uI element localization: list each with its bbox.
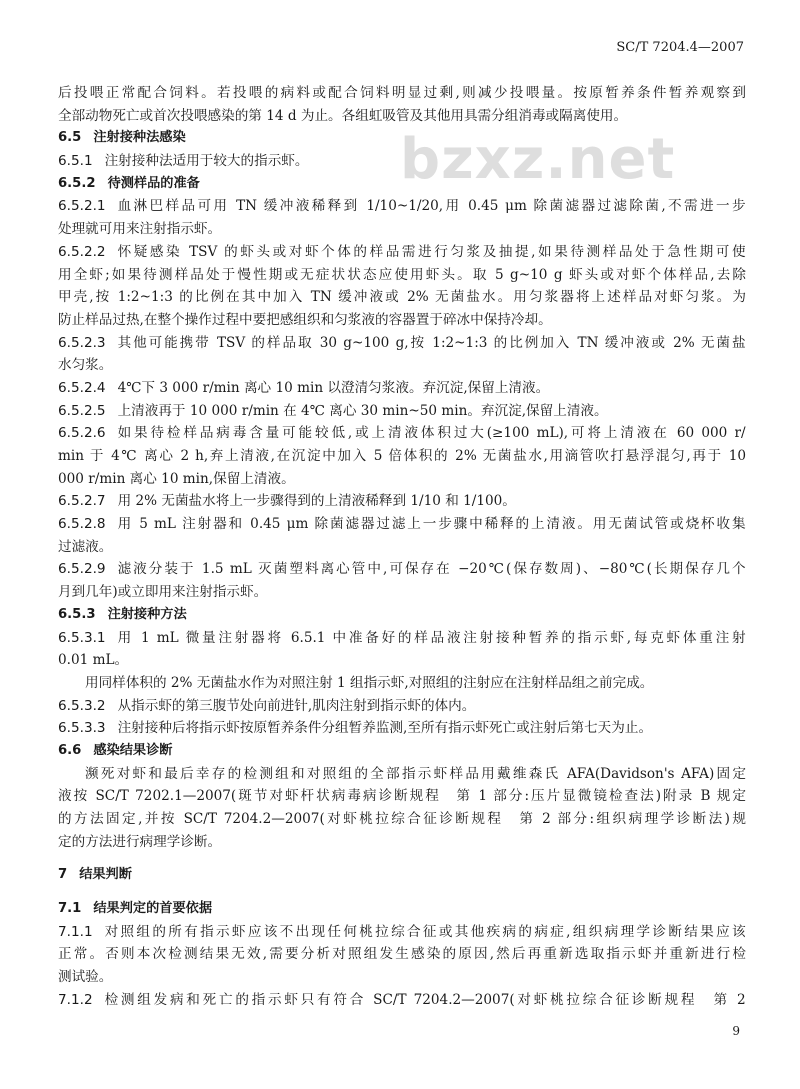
line-text: 其他可能携带 TSV 的样品取 30 g~100 g,按 1:2~1:3 的比例加入 TN 缓冲液或 2% 无菌盐: [117, 334, 746, 351]
text-line: [58, 105, 746, 128]
line-text: 处理就可用来注射指示虾。: [58, 221, 222, 238]
line-text: 用全虾;如果待测样品处于慢性期或无症状状态应使用虾头。取 5 g~10 g 虾头或对虾个体样品,去除: [58, 266, 746, 283]
line-text: 用 5 mL 注射器和 0.45 μm 除菌滤器过滤上一步骤中稀释的上清液。用无菌试管或烧杯收集: [117, 516, 746, 533]
text-line: [58, 989, 746, 1012]
section-heading: [58, 740, 746, 763]
line-text: 用 1 mL 微量注射器将 6.5.1 中准备好的样品液注射接种暂养的指示虾,每克虾体重注射: [117, 629, 746, 646]
clause-number: 7.1: [58, 901, 82, 917]
text-line: [58, 672, 746, 695]
text-line: [58, 377, 746, 400]
clause-number: 6.5.1: [58, 153, 93, 170]
text-line: [58, 309, 746, 332]
text-line: [58, 354, 746, 377]
line-text: 注射接种法适用于较大的指示虾。: [104, 153, 309, 170]
text-line: [58, 717, 746, 740]
line-text: 水匀浆。: [58, 357, 113, 374]
text-line: [58, 943, 746, 966]
line-text: 月到几年)或立即用来注射指示虾。: [58, 584, 268, 601]
text-line: [58, 513, 746, 536]
line-text: 用 2% 无菌盐水将上一步骤得到的上清液稀释到 1/10 和 1/100。: [117, 493, 516, 510]
line-text: 液按 SC/T 7202.1—2007(斑节对虾杆状病毒病诊断规程 第 1 部分:压片显微镜检查法)附录 B 规定: [58, 788, 746, 805]
line-text: 4℃下 3 000 r/min 离心 10 min 以澄清匀浆液。弃沉淀,保留上清液。: [117, 379, 550, 396]
line-text: 对照组的所有指示虾应该不出现任何桃拉综合征或其他疾病的病症,组织病理学诊断结果应该: [104, 923, 746, 940]
clause-number: 6.5.2: [58, 175, 96, 191]
text-line: [58, 649, 746, 672]
text-line: [58, 264, 746, 287]
clause-number: 6.5.2.4: [58, 379, 106, 396]
clause-number: 6.5.3.3: [58, 720, 106, 737]
line-text: 甲壳,按 1:2~1:3 的比例在其中加入 TN 缓冲液或 2% 无菌盐水。用匀浆器将上述样品对虾匀浆。为: [58, 289, 746, 306]
text-line: [58, 763, 746, 786]
line-text: 待测样品的准备: [107, 175, 200, 191]
text-line: [58, 808, 746, 831]
text-line: [58, 82, 746, 105]
line-text: 上清液再于 10 000 r/min 在 4℃ 离心 30 min~50 min。弃沉淀,保留上清液。: [117, 402, 608, 419]
section-heading: [58, 864, 746, 887]
line-text: 怀疑感染 TSV 的虾头或对虾个体的样品需进行匀浆及抽提,如果待测样品处于急性期可使: [117, 243, 746, 260]
text-line: [58, 195, 746, 218]
text-line: [58, 627, 746, 650]
text-line: [58, 445, 746, 468]
text-line: [58, 695, 746, 718]
page-number: 9: [732, 1024, 740, 1038]
line-text: 滤液分装于 1.5 mL 灭菌塑料离心管中,可保存在 −20℃(保存数周)、−80℃(长期保存几个: [117, 561, 746, 578]
line-text: 的方法固定,并按 SC/T 7204.2—2007(对虾桃拉综合征诊断规程 第 2 部分:组织病理学诊断法)规: [58, 811, 746, 827]
line-text: 注射接种法感染: [93, 130, 186, 146]
clause-number: 6.6: [58, 742, 82, 758]
clause-number: 6.5.3: [58, 606, 96, 622]
clause-number: 6.5.2.3: [58, 334, 106, 351]
document-body: [58, 82, 746, 1012]
clause-number: 6.5.3.2: [58, 697, 106, 714]
line-text: 正常。否则本次检测结果无效,需要分析对照组发生感染的原因,然后再重新选取指示虾并重新进行检: [58, 946, 746, 963]
line-text: 000 r/min 离心 10 min,保留上清液。: [58, 470, 295, 487]
text-line: [58, 422, 746, 445]
line-text: 后投喂正常配合饲料。若投喂的病料或配合饲料明显过剩,则减少投喂量。按原暂养条件暂养观察到: [58, 85, 746, 101]
text-line: [58, 785, 746, 808]
clause-number: 6.5.2.7: [58, 493, 106, 510]
text-line: [58, 400, 746, 423]
line-text: 防止样品过热,在整个操作过程中要把感组织和匀浆液的容器置于碎冰中保持冷却。: [58, 311, 552, 328]
line-text: 注射接种方法: [107, 606, 187, 622]
line-text: 0.01 mL。: [58, 652, 129, 669]
line-text: 从指示虾的第三腹节处向前进针,肌肉注射到指示虾的体内。: [117, 697, 476, 714]
text-line: [58, 558, 746, 581]
clause-number: 6.5.2.6: [58, 425, 106, 442]
clause-number: 7: [58, 867, 68, 883]
clause-number: 6.5.2.5: [58, 402, 106, 419]
line-text: 如果待检样品病毒含量可能较低,或上清液体积过大(≥100 mL),可将上清液在 60 000 r/: [117, 425, 746, 442]
clause-number: 6.5.2.1: [58, 198, 106, 215]
text-line: [58, 536, 746, 559]
clause-number: 6.5: [58, 130, 82, 146]
text-line: [58, 218, 746, 241]
line-text: 结果判定的首要依据: [93, 901, 213, 917]
text-line: [58, 966, 746, 989]
clause-number: 7.1.2: [58, 991, 93, 1008]
text-line: [58, 286, 746, 309]
clause-number: 6.5.2.9: [58, 561, 106, 578]
text-line: [58, 831, 746, 854]
line-text: min 于 4℃ 离心 2 h,弃上清液,在沉淀中加入 5 倍体积的 2% 无菌盐水,用滴管吹打悬浮混匀,再于 10: [58, 448, 746, 464]
clause-number: 6.5.3.1: [58, 629, 106, 646]
line-text: 结果判断: [79, 867, 132, 883]
line-text: 全部动物死亡或首次投喂感染的第 14 d 为止。各组虹吸管及其他用具需分组消毒或隔离使用。: [58, 107, 628, 124]
text-line: [58, 332, 746, 355]
line-text: 检测组发病和死亡的指示虾只有符合 SC/T 7204.2—2007(对虾桃拉综合征诊断规程 第 2: [104, 991, 746, 1008]
text-line: [58, 921, 746, 944]
clause-number: 6.5.2.2: [58, 243, 106, 260]
clause-number: 7.1.1: [58, 923, 93, 940]
line-text: 定的方法进行病理学诊断。: [58, 833, 222, 850]
standard-number-header: SC/T 7204.4—2007: [616, 40, 744, 55]
line-text: 感染结果诊断: [93, 742, 173, 758]
line-text: 用同样体积的 2% 无菌盐水作为对照注射 1 组指示虾,对照组的注射应在注射样品组之前完成。: [85, 674, 654, 691]
line-text: 濒死对虾和最后幸存的检测组和对照组的全部指示虾样品用戴维森氏 AFA(Davidson's AFA)固定: [85, 765, 746, 782]
line-text: 过滤液。: [58, 538, 113, 555]
text-line: [58, 241, 746, 264]
line-text: 测试验。: [58, 969, 113, 986]
text-line: [58, 468, 746, 491]
text-line: [58, 490, 746, 513]
clause-number: 6.5.2.8: [58, 516, 106, 533]
text-line: [58, 581, 746, 604]
section-heading: [58, 898, 746, 921]
line-text: 注射接种后将指示虾按原暂养条件分组暂养监测,至所有指示虾死亡或注射后第七天为止。: [117, 720, 653, 737]
line-text: 血淋巴样品可用 TN 缓冲液稀释到 1/10~1/20,用 0.45 μm 除菌滤器过滤除菌,不需进一步: [117, 198, 746, 215]
watermark: bzxz.net: [400, 127, 676, 192]
section-heading: [58, 604, 746, 627]
